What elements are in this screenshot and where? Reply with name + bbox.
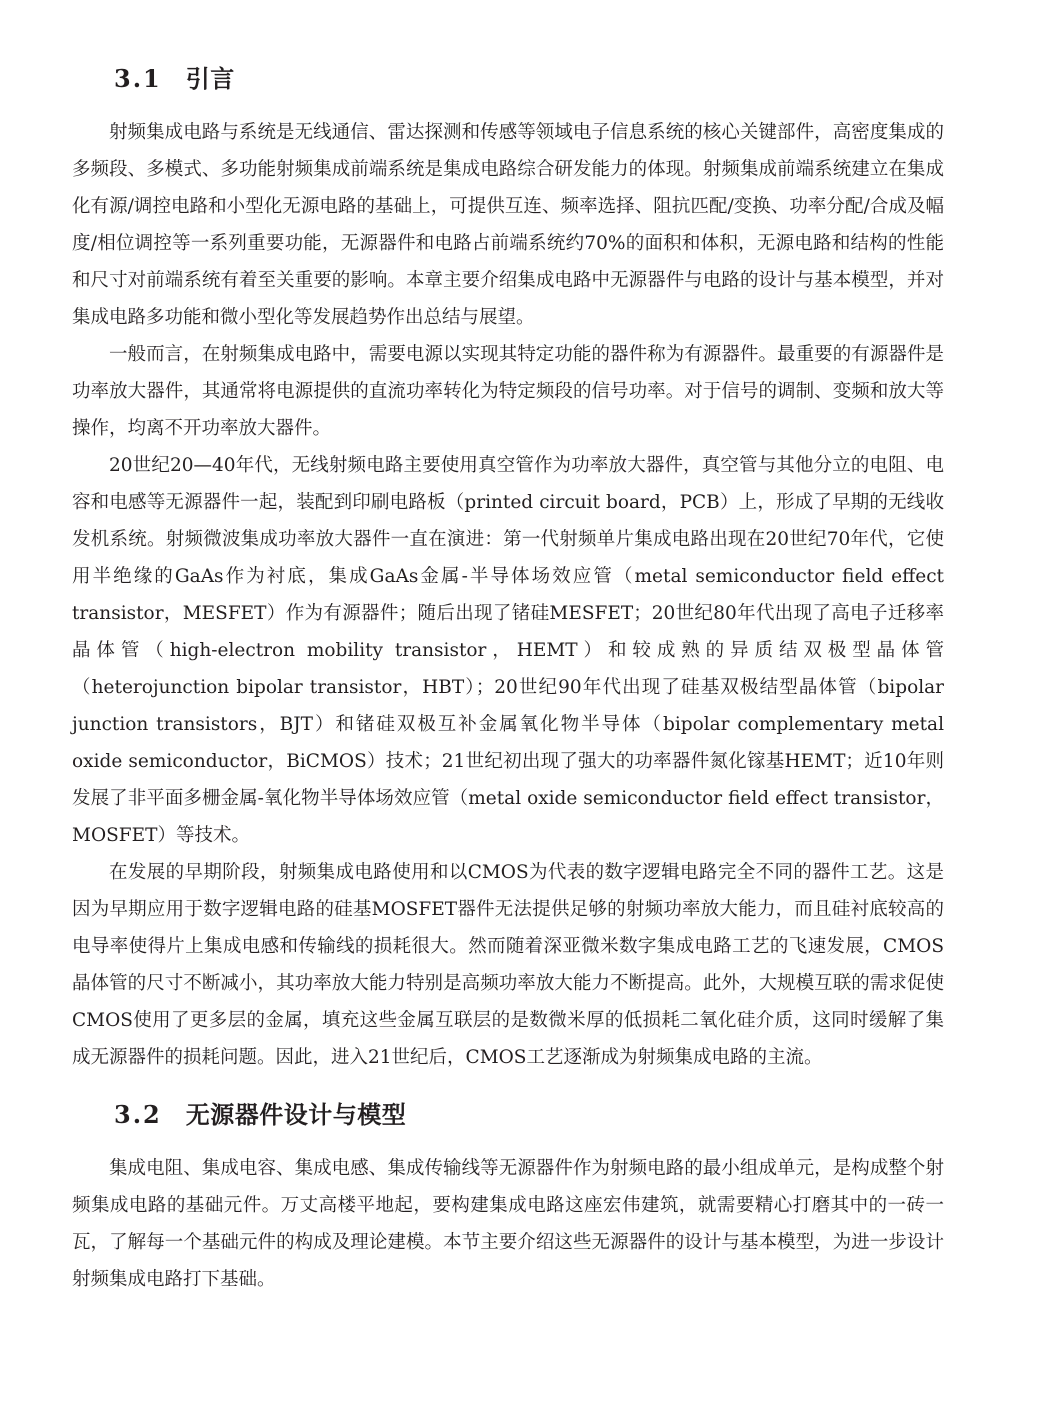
section-number: 3.2 [114,1100,162,1129]
section-heading-3-1 [72,58,944,100]
paragraph: 20世纪20—40年代，无线射频电路主要使用真空管作为功率放大器件，真空管与其他分立的电阻、电容和电感等无源器件一起，装配到印刷电路板（printed circuit board，PCB）上，形成了早期的无线收发机系统。射频微波集成功率放大器件一直在演进：第一代射频单片集成电路出现在20世纪70年代，它使用半绝缘的GaAs作为衬底，集成GaAs金属-半导体场效应管（metal semiconductor field effect transistor，MESFET）作为有源器件；随后出现了锗硅MESFET；20世纪80年代出现了高电子迁移率晶体管（high-electron mobility transistor，HEMT）和较成熟的异质结双极型晶体管（heterojunction bipolar transistor，HBT）；20世纪90年代出现了硅基双极结型晶体管（bipolar junction transistors，BJT）和锗硅双极互补金属氧化物半导体（bipolar complementary metal oxide semiconductor，BiCMOS）技术；21世纪初出现了强大的功率器件氮化镓基HEMT；近10年则发展了非平面多栅金属-氧化物半导体场效应管（metal oxide semiconductor field effect transistor，MOSFET）等技术。 [72,455,944,846]
section-heading-3-2 [72,1094,944,1136]
section-title: 引言 [185,64,235,93]
paragraph: 一般而言，在射频集成电路中，需要电源以实现其特定功能的器件称为有源器件。最重要的有源器件是功率放大器件，其通常将电源提供的直流功率转化为特定频段的信号功率。对于信号的调制、变频和放大等操作，均离不开功率放大器件。 [72,344,944,439]
section-number: 3.1 [114,64,162,93]
paragraph: 集成电阻、集成电容、集成电感、集成传输线等无源器件作为射频电路的最小组成单元，是构成整个射频集成电路的基础元件。万丈高楼平地起，要构建集成电路这座宏伟建筑，就需要精心打磨其中的一砖一瓦，了解每一个基础元件的构成及理论建模。本节主要介绍这些无源器件的设计与基本模型，为进一步设计射频集成电路打下基础。 [72,1158,944,1290]
paragraph: 射频集成电路与系统是无线通信、雷达探测和传感等领域电子信息系统的核心关键部件，高密度集成的多频段、多模式、多功能射频集成前端系统是集成电路综合研发能力的体现。射频集成前端系统建立在集成化有源/调控电路和小型化无源电路的基础上，可提供互连、频率选择、阻抗匹配/变换、功率分配/合成及幅度/相位调控等一系列重要功能，无源器件和电路占前端系统约70%的面积和体积，无源电路和结构的性能和尺寸对前端系统有着至关重要的影响。本章主要介绍集成电路中无源器件与电路的设计与基本模型，并对集成电路多功能和微小型化等发展趋势作出总结与展望。 [72,122,944,328]
section-title: 无源器件设计与模型 [185,1100,407,1129]
paragraph: 在发展的早期阶段，射频集成电路使用和以CMOS为代表的数字逻辑电路完全不同的器件工艺。这是因为早期应用于数字逻辑电路的硅基MOSFET器件无法提供足够的射频功率放大能力，而且硅衬底较高的电导率使得片上集成电感和传输线的损耗很大。然而随着深亚微米数字集成电路工艺的飞速发展，CMOS晶体管的尺寸不断减小，其功率放大能力特别是高频功率放大能力不断提高。此外，大规模互联的需求促使CMOS使用了更多层的金属，填充这些金属互联层的是数微米厚的低损耗二氧化硅介质，这同时缓解了集成无源器件的损耗问题。因此，进入21世纪后，CMOS工艺逐渐成为射频集成电路的主流。 [72,862,944,1068]
page-content [72,58,944,1298]
